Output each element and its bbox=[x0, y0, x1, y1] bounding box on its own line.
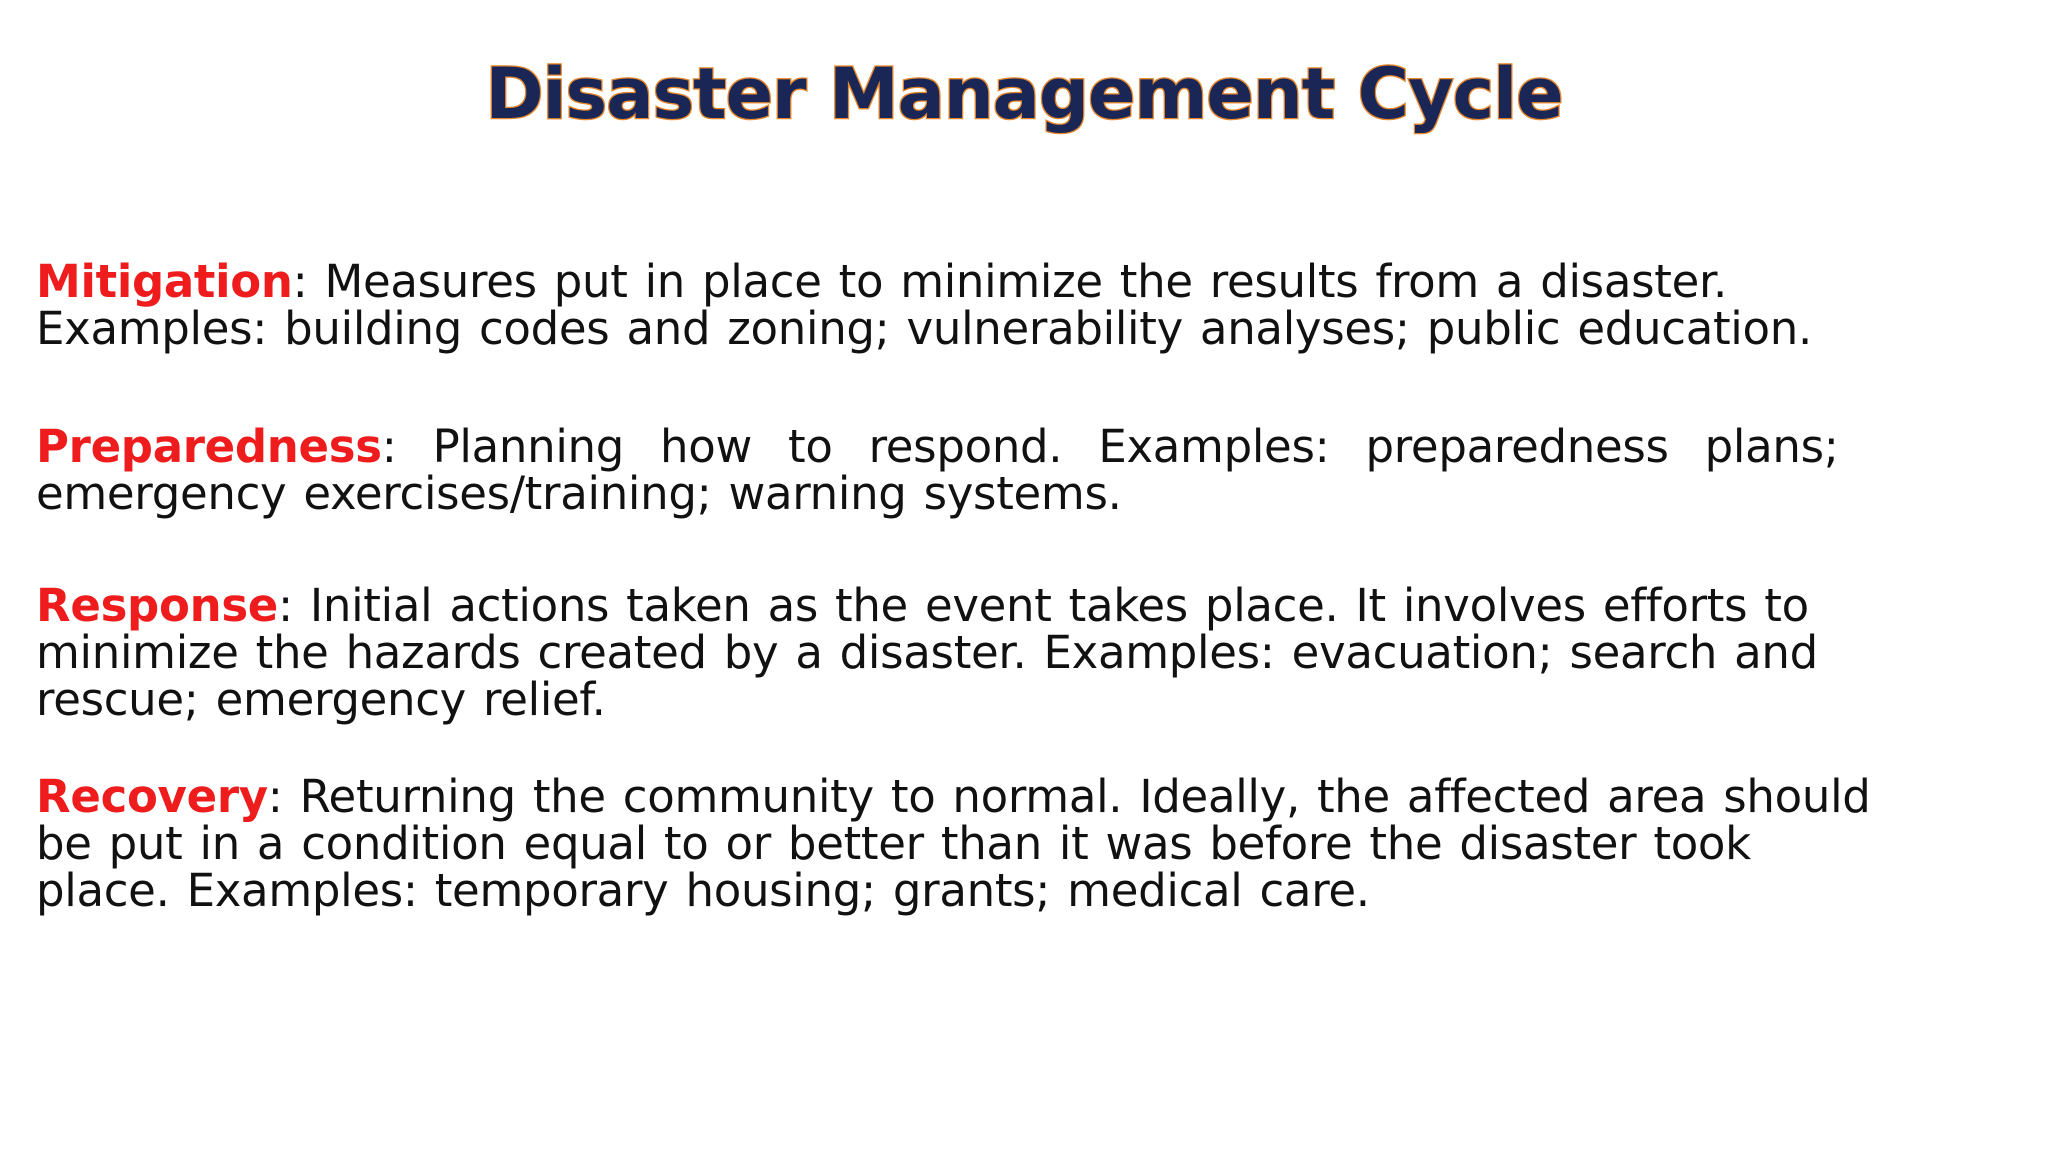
section-mitigation bbox=[36, 255, 1996, 355]
section-text: : Initial actions taken as the event takes place. It involves efforts to bbox=[278, 579, 1809, 632]
section-line: emergency exercises/training; warning systems. bbox=[36, 467, 1122, 520]
section-text: : Returning the community to normal. Ideally, the affected area should bbox=[267, 770, 1871, 823]
section-line bbox=[36, 579, 1936, 632]
section-preparedness bbox=[36, 420, 1936, 520]
section-text: : Planning how to respond. Examples: preparedness plans; bbox=[381, 420, 1839, 473]
section-line: place. Examples: temporary housing; grants; medical care. bbox=[36, 864, 1370, 917]
section-line bbox=[36, 255, 1996, 308]
term-mitigation: Mitigation bbox=[36, 255, 293, 308]
section-recovery bbox=[36, 770, 1996, 917]
slide-content bbox=[36, 255, 1996, 917]
term-recovery: Recovery bbox=[36, 770, 268, 823]
section-line: rescue; emergency relief. bbox=[36, 673, 606, 726]
section-line bbox=[36, 770, 1996, 823]
slide-title: Disaster Management Cycle bbox=[485, 53, 1563, 135]
term-preparedness: Preparedness bbox=[36, 420, 382, 473]
section-response bbox=[36, 579, 1936, 726]
section-line: minimize the hazards created by a disaster. Examples: evacuation; search and bbox=[36, 626, 1818, 679]
term-response: Response bbox=[36, 579, 279, 632]
section-line: be put in a condition equal to or better than it was before the disaster took bbox=[36, 817, 1751, 870]
section-line: Examples: building codes and zoning; vulnerability analyses; public education. bbox=[36, 302, 1812, 355]
section-text: : Measures put in place to minimize the results from a disaster. bbox=[292, 255, 1728, 308]
section-line bbox=[36, 420, 1936, 473]
